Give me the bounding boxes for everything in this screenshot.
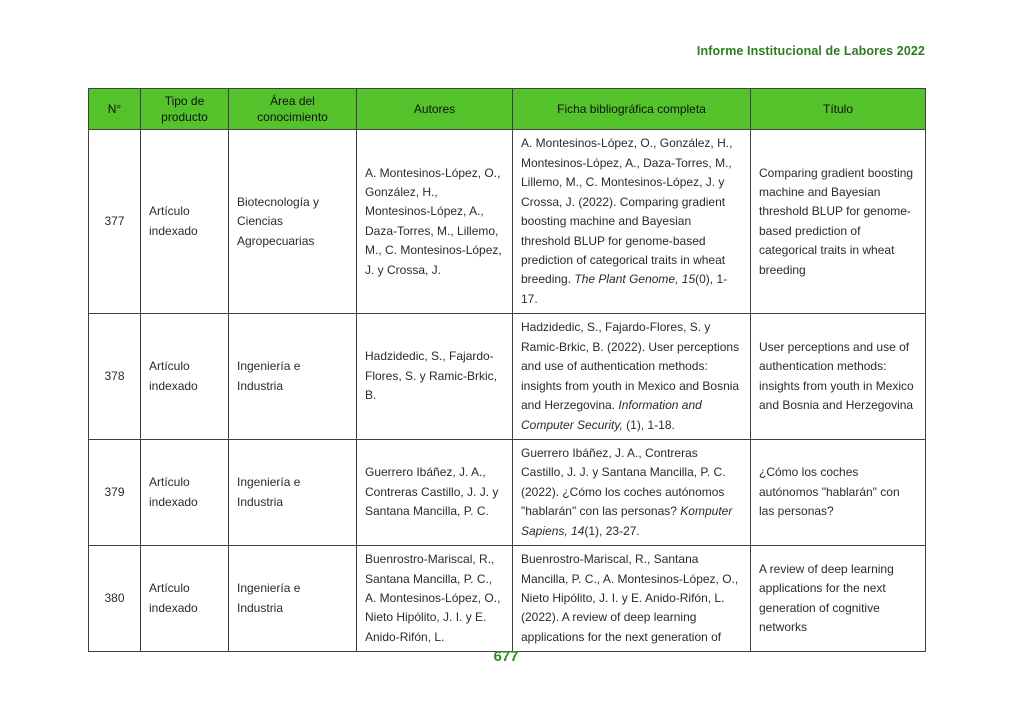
numero-cell: 379 bbox=[89, 439, 141, 545]
area-conocimiento-cell: Ingeniería e Industria bbox=[229, 546, 357, 652]
table-row bbox=[89, 314, 926, 440]
ficha-bibliografica-cell: Hadzidedic, S., Fajardo-Flores, S. y Ramic-Brkic, B. (2022). User perceptions and use of authentication methods: insights from youth in Mexico and Bosnia and Herzegovina. Information and Computer Security, (1), 1-18. bbox=[513, 314, 751, 440]
column-header-ficha-bibliografica: Ficha bibliográfica completa bbox=[513, 89, 751, 130]
numero-cell: 377 bbox=[89, 130, 141, 314]
table-row bbox=[89, 546, 926, 652]
tipo-producto-cell: Artículo indexado bbox=[141, 546, 229, 652]
table-body bbox=[89, 130, 926, 652]
column-header-titulo: Título bbox=[751, 89, 926, 130]
area-conocimiento-cell: Ingeniería e Industria bbox=[229, 314, 357, 440]
header-row bbox=[89, 89, 926, 130]
page-number: 677 bbox=[493, 648, 519, 665]
titulo-cell: Comparing gradient boosting machine and Bayesian threshold BLUP for genome-based prediction of categorical traits in wheat breeding bbox=[751, 130, 926, 314]
ficha-bibliografica-cell: Buenrostro-Mariscal, R., Santana Mancilla, P. C., A. Montesinos-López, O., Nieto Hipólito, J. I. y E. Anido-Rifón, L. (2022). A review of deep learning applications for the next generation of bbox=[513, 546, 751, 652]
autores-cell: Guerrero Ibáñez, J. A., Contreras Castillo, J. J. y Santana Mancilla, P. C. bbox=[357, 439, 513, 545]
area-conocimiento-cell: Ingeniería e Industria bbox=[229, 439, 357, 545]
column-header-area-conocimiento: Área del conocimiento bbox=[229, 89, 357, 130]
column-header-numero: N° bbox=[89, 89, 141, 130]
tipo-producto-cell: Artículo indexado bbox=[141, 314, 229, 440]
titulo-cell: ¿Cómo los coches autónomos "hablarán" con las personas? bbox=[751, 439, 926, 545]
report-title: Informe Institucional de Labores 2022 bbox=[696, 44, 925, 58]
ficha-bibliografica-cell: A. Montesinos-López, O., González, H., Montesinos-López, A., Daza-Torres, M., Lillemo, M., C. Montesinos-López, J. y Crossa, J. (2022). Comparing gradient boosting machine and Bayesian threshold BLUP for genome-based prediction of categorical traits in wheat breeding. The Plant Genome, 15(0), 1-17. bbox=[513, 130, 751, 314]
tipo-producto-cell: Artículo indexado bbox=[141, 439, 229, 545]
column-header-tipo-producto: Tipo de producto bbox=[141, 89, 229, 130]
table-row bbox=[89, 439, 926, 545]
numero-cell: 378 bbox=[89, 314, 141, 440]
tipo-producto-cell: Artículo indexado bbox=[141, 130, 229, 314]
titulo-cell: A review of deep learning applications for the next generation of cognitive networks bbox=[751, 546, 926, 652]
publications-table-container bbox=[88, 88, 926, 652]
numero-cell: 380 bbox=[89, 546, 141, 652]
ficha-bibliografica-cell: Guerrero Ibáñez, J. A., Contreras Castillo, J. J. y Santana Mancilla, P. C. (2022). ¿Cómo los coches autónomos "hablarán" con las personas? Komputer Sapiens, 14(1), 23-27. bbox=[513, 439, 751, 545]
autores-cell: Buenrostro-Mariscal, R., Santana Mancilla, P. C., A. Montesinos-López, O., Nieto Hipólito, J. I. y E. Anido-Rifón, L. bbox=[357, 546, 513, 652]
table-header bbox=[89, 89, 926, 130]
table-row bbox=[89, 130, 926, 314]
autores-cell: Hadzidedic, S., Fajardo-Flores, S. y Ramic-Brkic, B. bbox=[357, 314, 513, 440]
column-header-autores: Autores bbox=[357, 89, 513, 130]
autores-cell: A. Montesinos-López, O., González, H., Montesinos-López, A., Daza-Torres, M., Lillemo, M., C. Montesinos-López, J. y Crossa, J. bbox=[357, 130, 513, 314]
titulo-cell: User perceptions and use of authentication methods: insights from youth in Mexico and Bosnia and Herzegovina bbox=[751, 314, 926, 440]
publications-table bbox=[88, 88, 926, 652]
area-conocimiento-cell: Biotecnología y Ciencias Agropecuarias bbox=[229, 130, 357, 314]
